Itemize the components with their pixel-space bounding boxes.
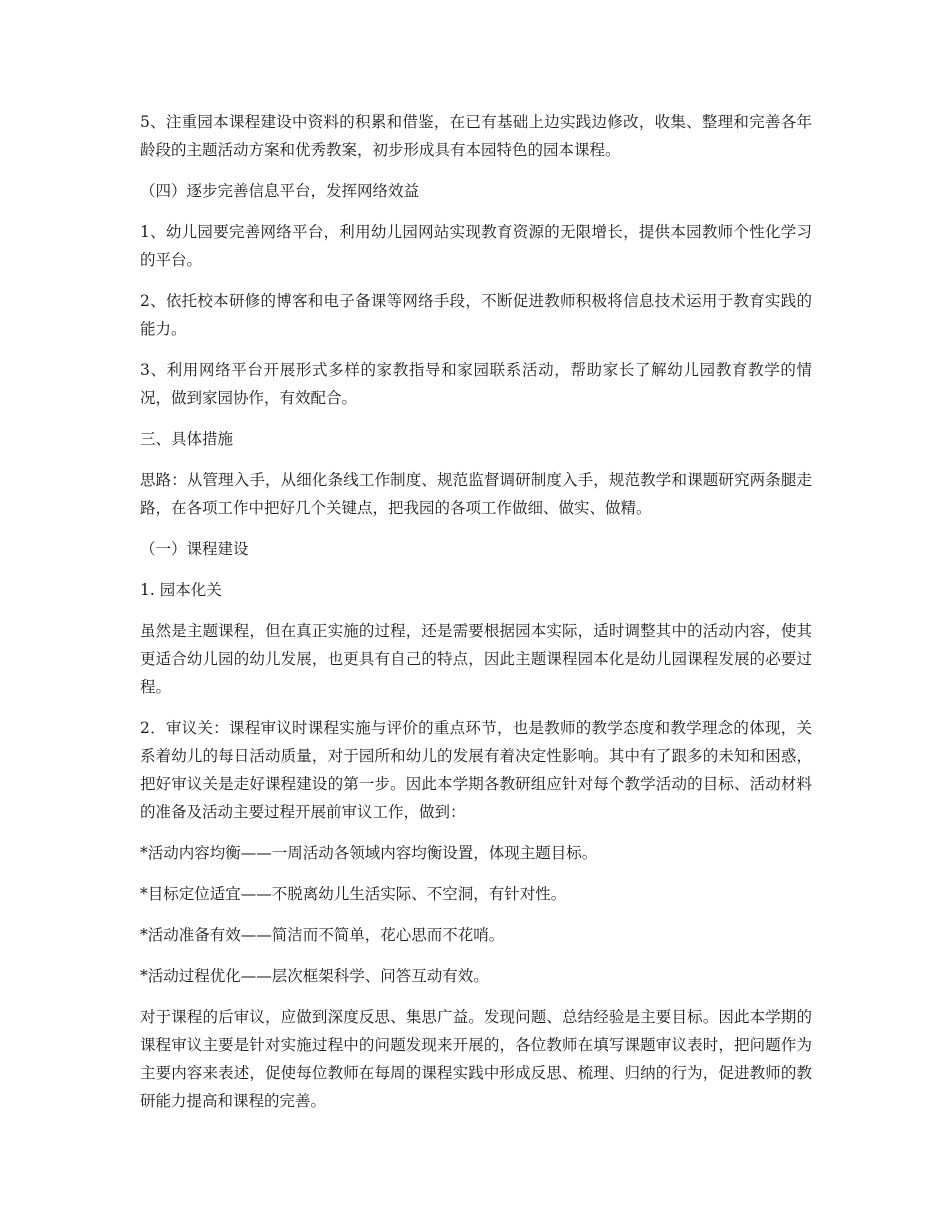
bullet-process-optimize: *活动过程优化——层次框架科学、问答互动有效。 xyxy=(140,967,489,985)
paragraph-5-accumulate: 5、注重园本课程建设中资料的积累和借鉴，在已有基础上边实践边修改，收集、整理和完善各年龄段的主题活动方案和优秀教案，初步形成具有本园特色的园本课程。 xyxy=(140,113,812,159)
paragraph-3-family-guidance: 3、利用网络平台开展形式多样的家教指导和家园联系活动，帮助家长了解幼儿园教育教学的情况，做到家园协作，有效配合。 xyxy=(140,361,812,407)
paragraph-localization: 虽然是主题课程，但在真正实施的过程，还是需要根据园本实际，适时调整其中的活动内容，使其更适合幼儿园的幼儿发展，也更具有自己的特点，因此主题课程园本化是幼儿园课程发展的必要过程。 xyxy=(140,622,812,696)
paragraph-approach: 思路：从管理入手，从细化条线工作制度、规范监督调研制度入手，规范教学和课题研究两条腿走路，在各项工作中把好几个关键点，把我园的各项工作做细、做实、做精。 xyxy=(140,471,812,517)
paragraph-post-review: 对于课程的后审议，应做到深度反思、集思广益。发现问题、总结经验是主要目标。因此本学期的课程审议主要是针对实施过程中的问题发现来开展的，各位教师在填写课题审议表时，把问题作为主要内容来表述，促使每位教师在每周的课程实践中形成反思、梳理、归纳的行为，促进教师的教研能力提高和课程的完善。 xyxy=(140,1008,812,1110)
heading-course-construction: （一）课程建设 xyxy=(140,540,249,558)
bullet-content-balance: *活动内容均衡——一周活动各领域内容均衡设置，体现主题目标。 xyxy=(140,844,598,862)
paragraph-review: 2．审议关：课程审议时课程实施与评价的重点环节，也是教师的教学态度和教学理念的体现，关系着幼儿的每日活动质量，对于园所和幼儿的发展有着决定性影响。其中有了跟多的未知和困惑，把好审议关是走好课程建设的第一步。因此本学期各教研组应针对每个教学活动的目标、活动材料的准备及活动主要过程开展前审议工作，做到： xyxy=(140,719,812,821)
heading-info-platform: （四）逐步完善信息平台，发挥网络效益 xyxy=(140,182,420,200)
paragraph-2-blog-ebook: 2、依托校本研修的博客和电子备课等网络手段，不断促进教师积极将信息技术运用于教育实践的能力。 xyxy=(140,292,812,338)
paragraph-1-network-platform: 1、幼儿园要完善网络平台，利用幼儿园网站实现教育资源的无限增长，提供本园教师个性化学习的平台。 xyxy=(140,223,812,269)
document-page xyxy=(140,108,812,1128)
bullet-prep-effective: *活动准备有效——简洁而不简单，花心思而不花哨。 xyxy=(140,926,505,944)
bullet-target-position: *目标定位适宜——不脱离幼儿生活实际、不空洞，有针对性。 xyxy=(140,885,567,903)
heading-specific-measures: 三、具体措施 xyxy=(140,430,234,448)
heading-localization: 1. 园本化关 xyxy=(140,581,222,599)
